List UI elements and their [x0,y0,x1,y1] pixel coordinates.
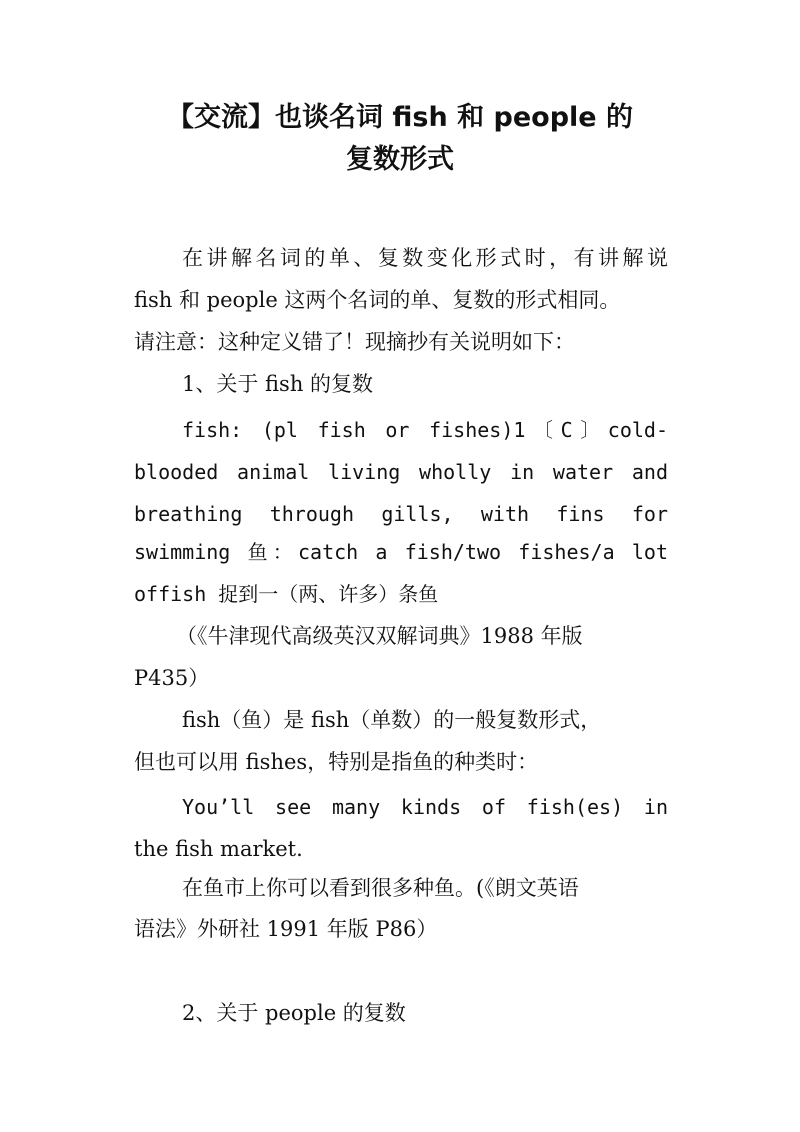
translation-line-2: 语法》外研社 1991 年版 P86） [134,917,438,941]
document-title-line-2: 复数形式 [346,144,454,175]
citation-oxford-line-2: P435） [134,666,210,690]
example-sentence-line-1: You’ll see many kinds of fish(es) in [182,795,668,819]
dictionary-entry-line-2: blooded animal living wholly in water and [134,460,668,484]
paragraph-fish-plural-line-2: 但也可以用 fishes，特别是指鱼的种类时： [134,750,539,774]
citation-oxford-line-1: （《牛津现代高级英汉双解词典》1988 年版 [176,624,583,648]
section-heading-fish: 1、关于 fish 的复数 [182,372,374,396]
paragraph-1-line-1: 在讲解名词的单、复数变化形式时，有讲解说 [182,246,668,270]
dictionary-entry-line-1: fish: (pl fish or fishes)1〔C〕cold- [182,418,668,442]
document-title-line-1: 【交流】也谈名词 fish 和 people 的 [167,102,633,133]
dictionary-entry-line-5: offish 捉到一（两、许多）条鱼 [134,582,439,606]
paragraph-fish-plural-line-1: fish（鱼）是 fish（单数）的一般复数形式， [182,708,602,732]
dictionary-entry-line-4: swimming 鱼：catch a fish/two fishes/a lot [134,540,668,564]
paragraph-1-line-3: 请注意：这种定义错了！现摘抄有关说明如下： [134,330,575,354]
translation-line-1: 在鱼市上你可以看到很多种鱼。(《朗文英语 [182,876,579,900]
section-heading-people: 2、关于 people 的复数 [182,1001,406,1025]
dictionary-entry-line-3: breathing through gills, with fins for [134,502,668,526]
paragraph-1-line-2: fish 和 people 这两个名词的单、复数的形式相同。 [134,288,621,312]
example-sentence-line-2: the fish market. [134,837,303,861]
